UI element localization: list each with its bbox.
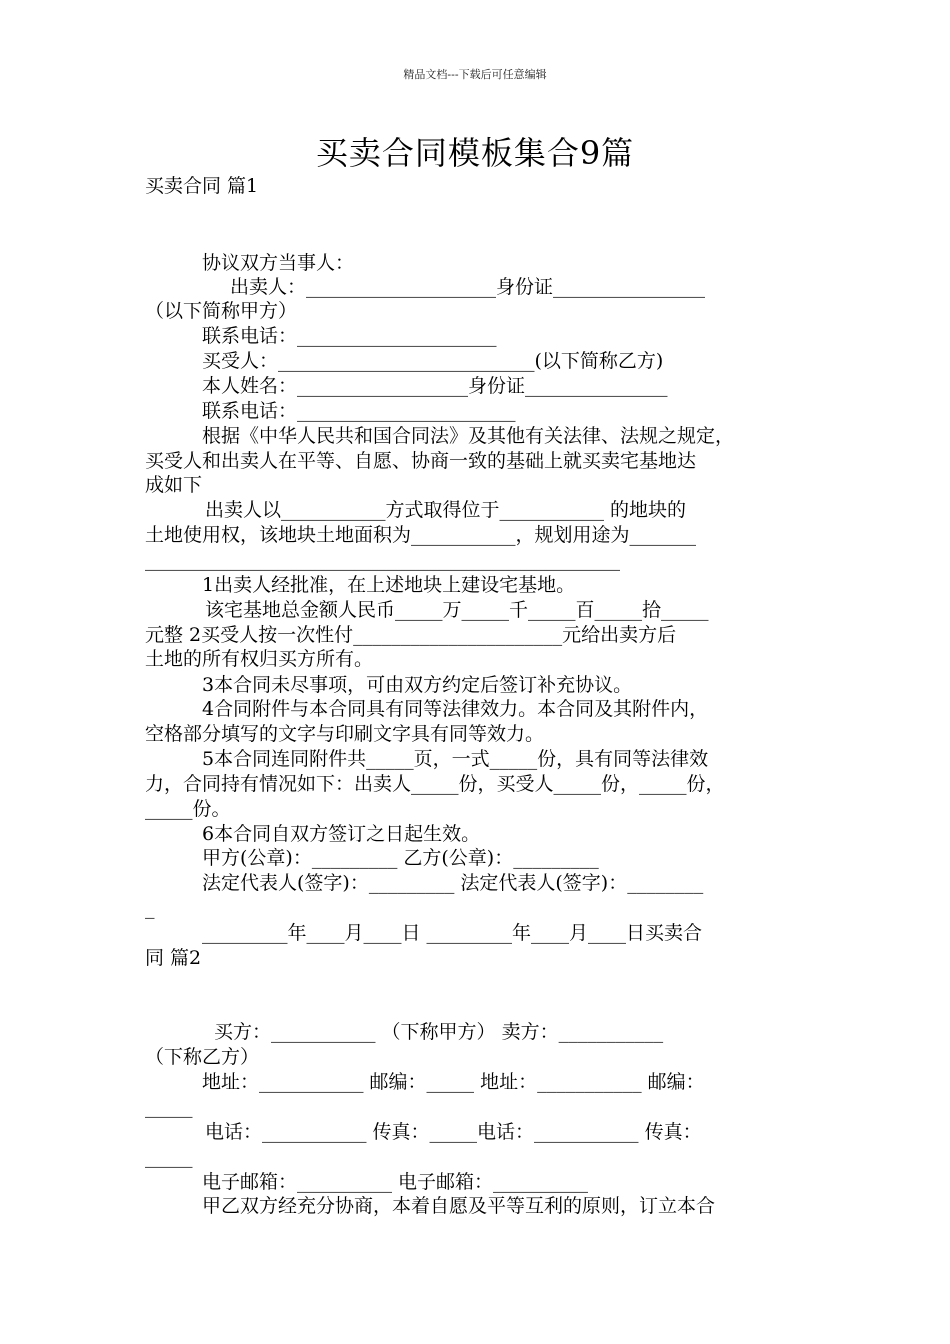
text-line: 3本合同未尽事项，可由双方约定后签订补充协议。 xyxy=(202,674,633,696)
text-line: 根据《中华人民共和国合同法》及其他有关法律、法规之规定， xyxy=(202,425,735,447)
text-line: _____ xyxy=(145,1096,193,1118)
text-line: 元整 2买受人按一次性付______________________元给出卖方后 xyxy=(145,624,677,646)
text-line: 出卖人以___________方式取得位于___________ 的地块的 xyxy=(205,499,687,521)
text-line: 成如下 xyxy=(145,474,203,496)
text-line: 空格部分填写的文字与印刷文字具有同等效力。 xyxy=(145,723,545,745)
text-line: 地址：___________ 邮编：_____ 地址：___________ 邮编： xyxy=(202,1071,705,1093)
text-line: （以下简称甲方） xyxy=(145,300,298,322)
text-line: 电子邮箱：__________ 电子邮箱：__________ xyxy=(202,1171,589,1193)
text-line: 联系电话：_____________________ xyxy=(202,325,497,347)
text-line: 出卖人：____________________身份证________________ xyxy=(230,276,706,298)
text-line: __________________________________________________ xyxy=(145,549,620,571)
text-line: 甲乙双方经充分协商，本着自愿及平等互利的原则，订立本合 xyxy=(202,1195,716,1217)
document-title: 买卖合同模板集合9篇 xyxy=(315,134,635,172)
text-line: 土地的所有权归买方所有。 xyxy=(145,648,374,670)
text-line: 买受人：___________________________(以下简称乙方) xyxy=(202,350,664,372)
text-line: 力，合同持有情况如下：出卖人_____份，买受人_____份，_____份， xyxy=(145,773,725,795)
text-line: 6本合同自双方签订之日起生效。 xyxy=(202,823,481,845)
text-line: 联系电话：_______________________ xyxy=(202,400,516,422)
text-line: 买受人和出卖人在平等、自愿、协商一致的基础上就买卖宅基地达 xyxy=(145,450,697,472)
text-line: _____份。 xyxy=(145,798,231,820)
text-line: 甲方(公章)：_________ 乙方(公章)：_________ xyxy=(202,847,599,869)
text-line: 4合同附件与本合同具有同等法律效力。本合同及其附件内， xyxy=(202,698,709,720)
text-line: 协议双方当事人： xyxy=(202,252,355,274)
text-line: 1出卖人经批准，在上述地块上建设宅基地。 xyxy=(202,574,576,596)
text-line: 买方：___________ （下称甲方） 卖方：___________ xyxy=(214,1021,664,1043)
text-line: _____ xyxy=(145,1146,193,1168)
text-line: _________年____月____日 _________年____月____日买卖合 xyxy=(202,922,703,944)
text-line: （下称乙方） xyxy=(145,1046,260,1068)
text-line: 5本合同连同附件共_____页，一式_____份，具有同等法律效 xyxy=(202,748,709,770)
page-header: 精品文档---下载后可任意编辑 xyxy=(403,68,547,81)
text-line: 该宅基地总金额人民币_____万_____千_____百_____拾_____ xyxy=(205,599,709,621)
section-heading-1: 买卖合同 篇1 xyxy=(145,175,259,197)
text-line: 法定代表人(签字)：_________ 法定代表人(签字)：________ xyxy=(202,872,704,894)
text-line: 本人姓名：__________________身份证_______________ xyxy=(202,375,668,397)
text-line: _ xyxy=(145,897,155,919)
section-heading-2: 同 篇2 xyxy=(145,947,202,969)
text-line: 电话：___________ 传真：_____电话：___________ 传真： xyxy=(205,1121,702,1143)
text-line: 土地使用权，该地块土地面积为___________，规划用途为_______ xyxy=(145,524,697,546)
